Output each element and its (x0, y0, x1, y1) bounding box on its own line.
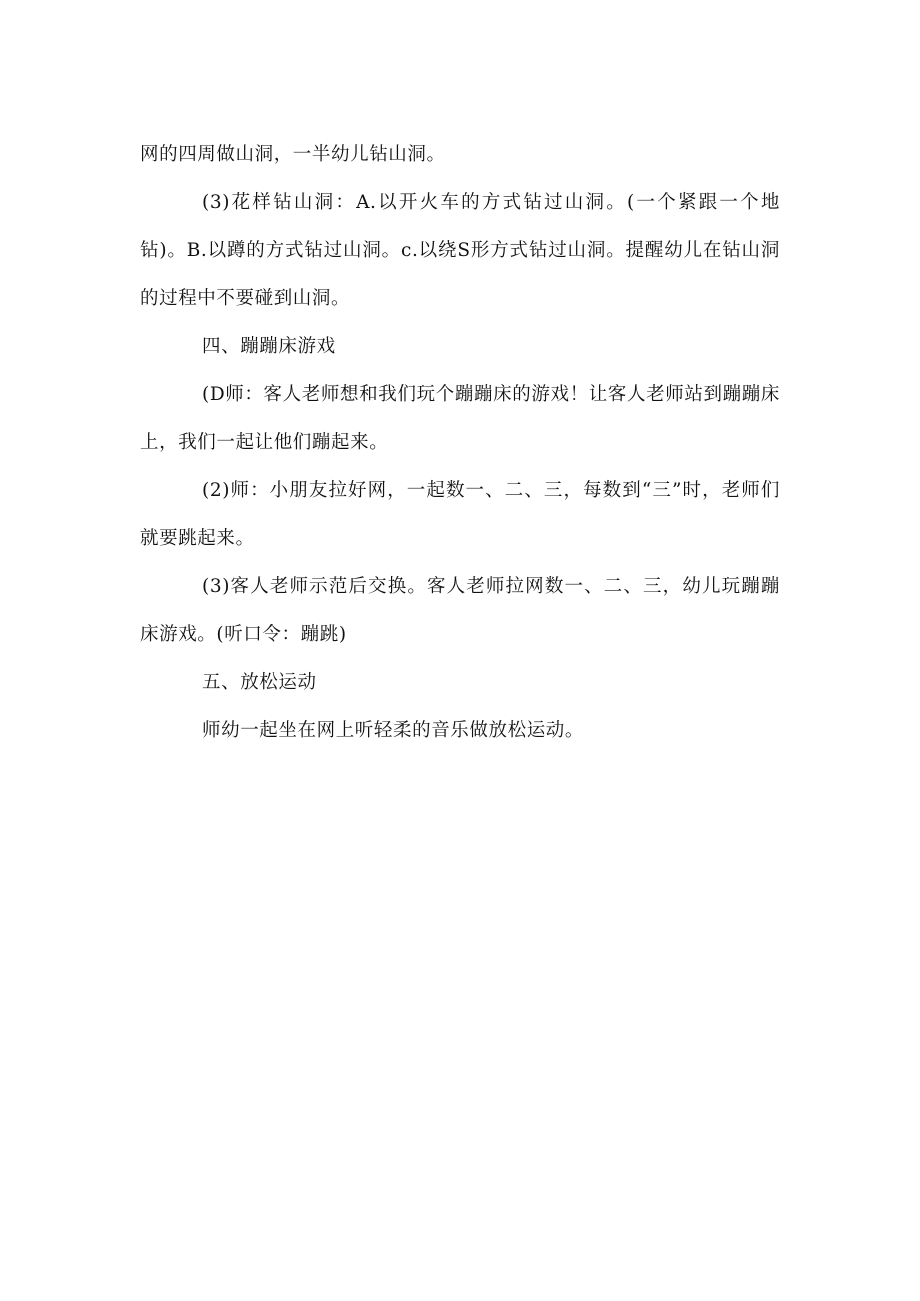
paragraph-step-3-tunnel: (3)花样钻山洞：A.以开火车的方式钻过山洞。(一个紧跟一个地钻)。B.以蹲的方式钻过山洞。c.以绕S形方式钻过山洞。提醒幼儿在钻山洞的过程中不要碰到山洞。 (140, 192, 780, 309)
section-heading-trampoline: 四、蹦蹦床游戏 (202, 336, 336, 357)
paragraph-step-3-trampoline: (3)客人老师示范后交换。客人老师拉网数一、二、三，幼儿玩蹦蹦床游戏。(听口令：蹦跳) (140, 576, 780, 645)
paragraph-continuation: 网的四周做山洞，一半幼儿钻山洞。 (140, 144, 446, 165)
paragraph-step-2-trampoline: (2)师：小朋友拉好网，一起数一、二、三，每数到“三”时，老师们就要跳起来。 (140, 480, 780, 549)
paragraph-relaxation: 师幼一起坐在网上听轻柔的音乐做放松运动。 (202, 720, 585, 741)
paragraph-step-1-trampoline: (D师：客人老师想和我们玩个蹦蹦床的游戏！让客人老师站到蹦蹦床上，我们一起让他们蹦起来。 (140, 384, 780, 453)
section-heading-relaxation: 五、放松运动 (202, 672, 317, 693)
